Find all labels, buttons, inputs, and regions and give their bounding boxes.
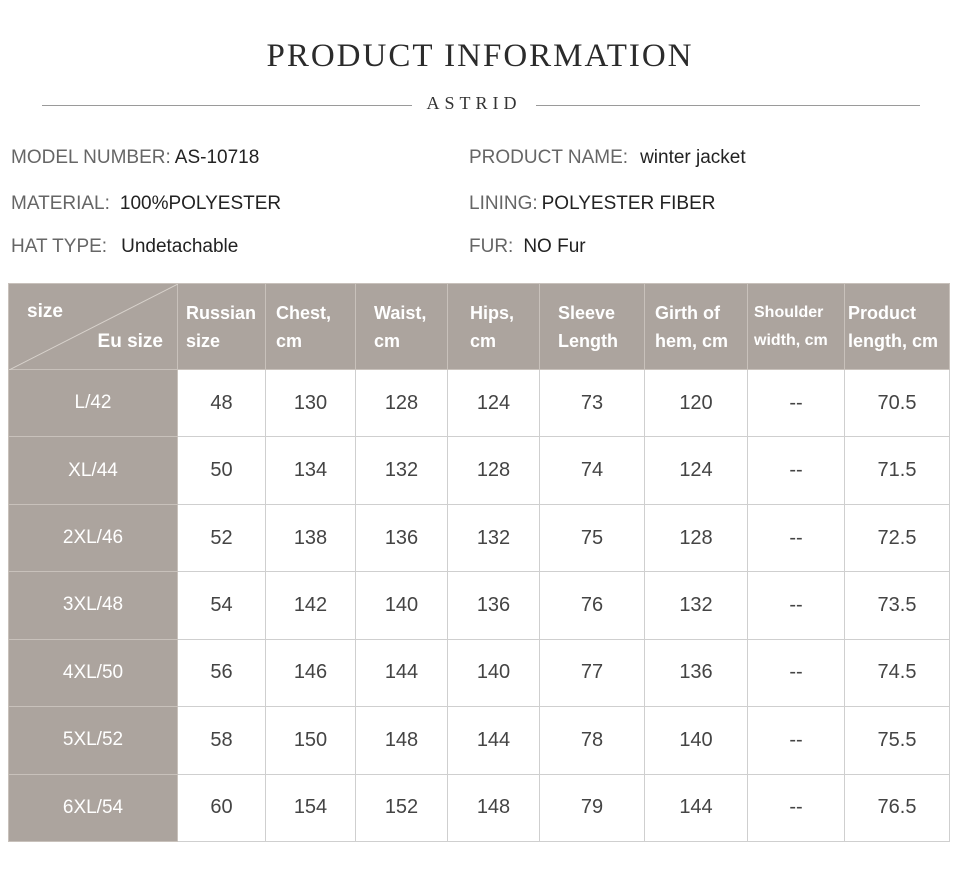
table-cell: 52 — [178, 504, 266, 571]
column-header: Shoulder width, cm — [748, 284, 845, 370]
info-fur-value: NO Fur — [523, 236, 586, 257]
divider-line-right — [536, 105, 920, 106]
size-chart-table — [8, 283, 950, 842]
row-size-label: 2XL/46 — [9, 504, 178, 571]
column-header: Product length, cm — [845, 284, 950, 370]
table-cell: 74 — [540, 437, 645, 504]
table-cell: 148 — [448, 774, 540, 841]
info-hat-value: Undetachable — [121, 236, 239, 257]
table-cell: -- — [748, 707, 845, 774]
table-cell: 54 — [178, 572, 266, 639]
table-cell: 144 — [448, 707, 540, 774]
table-cell: 132 — [645, 572, 748, 639]
table-header-row — [9, 284, 950, 370]
table-cell: 136 — [645, 639, 748, 706]
table-cell: 74.5 — [845, 639, 950, 706]
table-cell: 70.5 — [845, 370, 950, 437]
table-row — [9, 504, 950, 571]
table-row — [9, 437, 950, 504]
row-size-label: 5XL/52 — [9, 707, 178, 774]
table-cell: 144 — [645, 774, 748, 841]
info-model-value: AS-10718 — [174, 147, 260, 168]
table-cell: 120 — [645, 370, 748, 437]
table-cell: 154 — [266, 774, 356, 841]
table-row — [9, 572, 950, 639]
table-cell: 73 — [540, 370, 645, 437]
table-cell: 71.5 — [845, 437, 950, 504]
table-cell: 136 — [448, 572, 540, 639]
table-cell: 76 — [540, 572, 645, 639]
table-cell: 132 — [448, 504, 540, 571]
table-cell: -- — [748, 572, 845, 639]
table-cell: 136 — [356, 504, 448, 571]
column-header: Russian size — [178, 284, 266, 370]
table-cell: 79 — [540, 774, 645, 841]
info-hat — [11, 236, 238, 258]
table-cell: 140 — [645, 707, 748, 774]
column-header: Waist, cm — [356, 284, 448, 370]
info-product-label: PRODUCT NAME: — [469, 147, 629, 168]
table-cell: 140 — [448, 639, 540, 706]
info-material-value: 100%POLYESTER — [119, 193, 282, 214]
info-lining-label: LINING: — [469, 193, 538, 214]
info-lining — [469, 193, 715, 215]
table-cell: 48 — [178, 370, 266, 437]
corner-diagonal-line — [9, 284, 178, 370]
table-cell: 142 — [266, 572, 356, 639]
table-cell: 146 — [266, 639, 356, 706]
table-cell: 124 — [645, 437, 748, 504]
info-hat-label: HAT TYPE: — [11, 236, 108, 257]
corner-label-size: size — [27, 301, 63, 322]
row-size-label: XL/44 — [9, 437, 178, 504]
table-cell: 128 — [356, 370, 448, 437]
info-model-label: MODEL NUMBER: — [11, 147, 171, 168]
column-header: Hips, cm — [448, 284, 540, 370]
info-fur — [469, 236, 586, 258]
info-product-value: winter jacket — [640, 147, 746, 168]
table-cell: 73.5 — [845, 572, 950, 639]
corner-header — [9, 284, 178, 370]
row-size-label: 6XL/54 — [9, 774, 178, 841]
table-row — [9, 639, 950, 706]
row-size-label: 4XL/50 — [9, 639, 178, 706]
info-material-label: MATERIAL: — [11, 193, 110, 214]
column-header: Sleeve Length — [540, 284, 645, 370]
table-cell: 72.5 — [845, 504, 950, 571]
table-cell: 58 — [178, 707, 266, 774]
table-cell: -- — [748, 370, 845, 437]
table-row — [9, 370, 950, 437]
table-cell: 150 — [266, 707, 356, 774]
table-cell: 148 — [356, 707, 448, 774]
table-cell: 134 — [266, 437, 356, 504]
table-cell: 144 — [356, 639, 448, 706]
table-cell: 56 — [178, 639, 266, 706]
table-row — [9, 707, 950, 774]
info-fur-label: FUR: — [469, 236, 514, 257]
table-cell: 138 — [266, 504, 356, 571]
corner-label-eu-size: Eu size — [97, 331, 163, 352]
table-cell: 128 — [645, 504, 748, 571]
table-cell: -- — [748, 639, 845, 706]
column-header: Girth of hem, cm — [645, 284, 748, 370]
row-size-label: 3XL/48 — [9, 572, 178, 639]
table-cell: 60 — [178, 774, 266, 841]
table-body — [9, 370, 950, 842]
table-cell: 128 — [448, 437, 540, 504]
page-title: PRODUCT INFORMATION — [266, 38, 694, 74]
row-size-label: L/42 — [9, 370, 178, 437]
info-product — [469, 147, 746, 169]
info-material — [11, 193, 281, 215]
info-model — [11, 147, 259, 169]
table-cell: -- — [748, 504, 845, 571]
brand-divider — [42, 93, 920, 117]
table-cell: 76.5 — [845, 774, 950, 841]
table-row — [9, 774, 950, 841]
table-cell: 50 — [178, 437, 266, 504]
table-cell: 140 — [356, 572, 448, 639]
brand-name: ASTRID — [426, 93, 522, 113]
table-cell: 78 — [540, 707, 645, 774]
info-lining-value: POLYESTER FIBER — [541, 193, 716, 214]
column-header: Chest, cm — [266, 284, 356, 370]
table-cell: 152 — [356, 774, 448, 841]
table-cell: 75 — [540, 504, 645, 571]
table-cell: 75.5 — [845, 707, 950, 774]
table-cell: -- — [748, 774, 845, 841]
table-cell: 130 — [266, 370, 356, 437]
table-cell: 132 — [356, 437, 448, 504]
divider-line-left — [42, 105, 412, 106]
table-cell: 77 — [540, 639, 645, 706]
table-cell: 124 — [448, 370, 540, 437]
table-cell: -- — [748, 437, 845, 504]
